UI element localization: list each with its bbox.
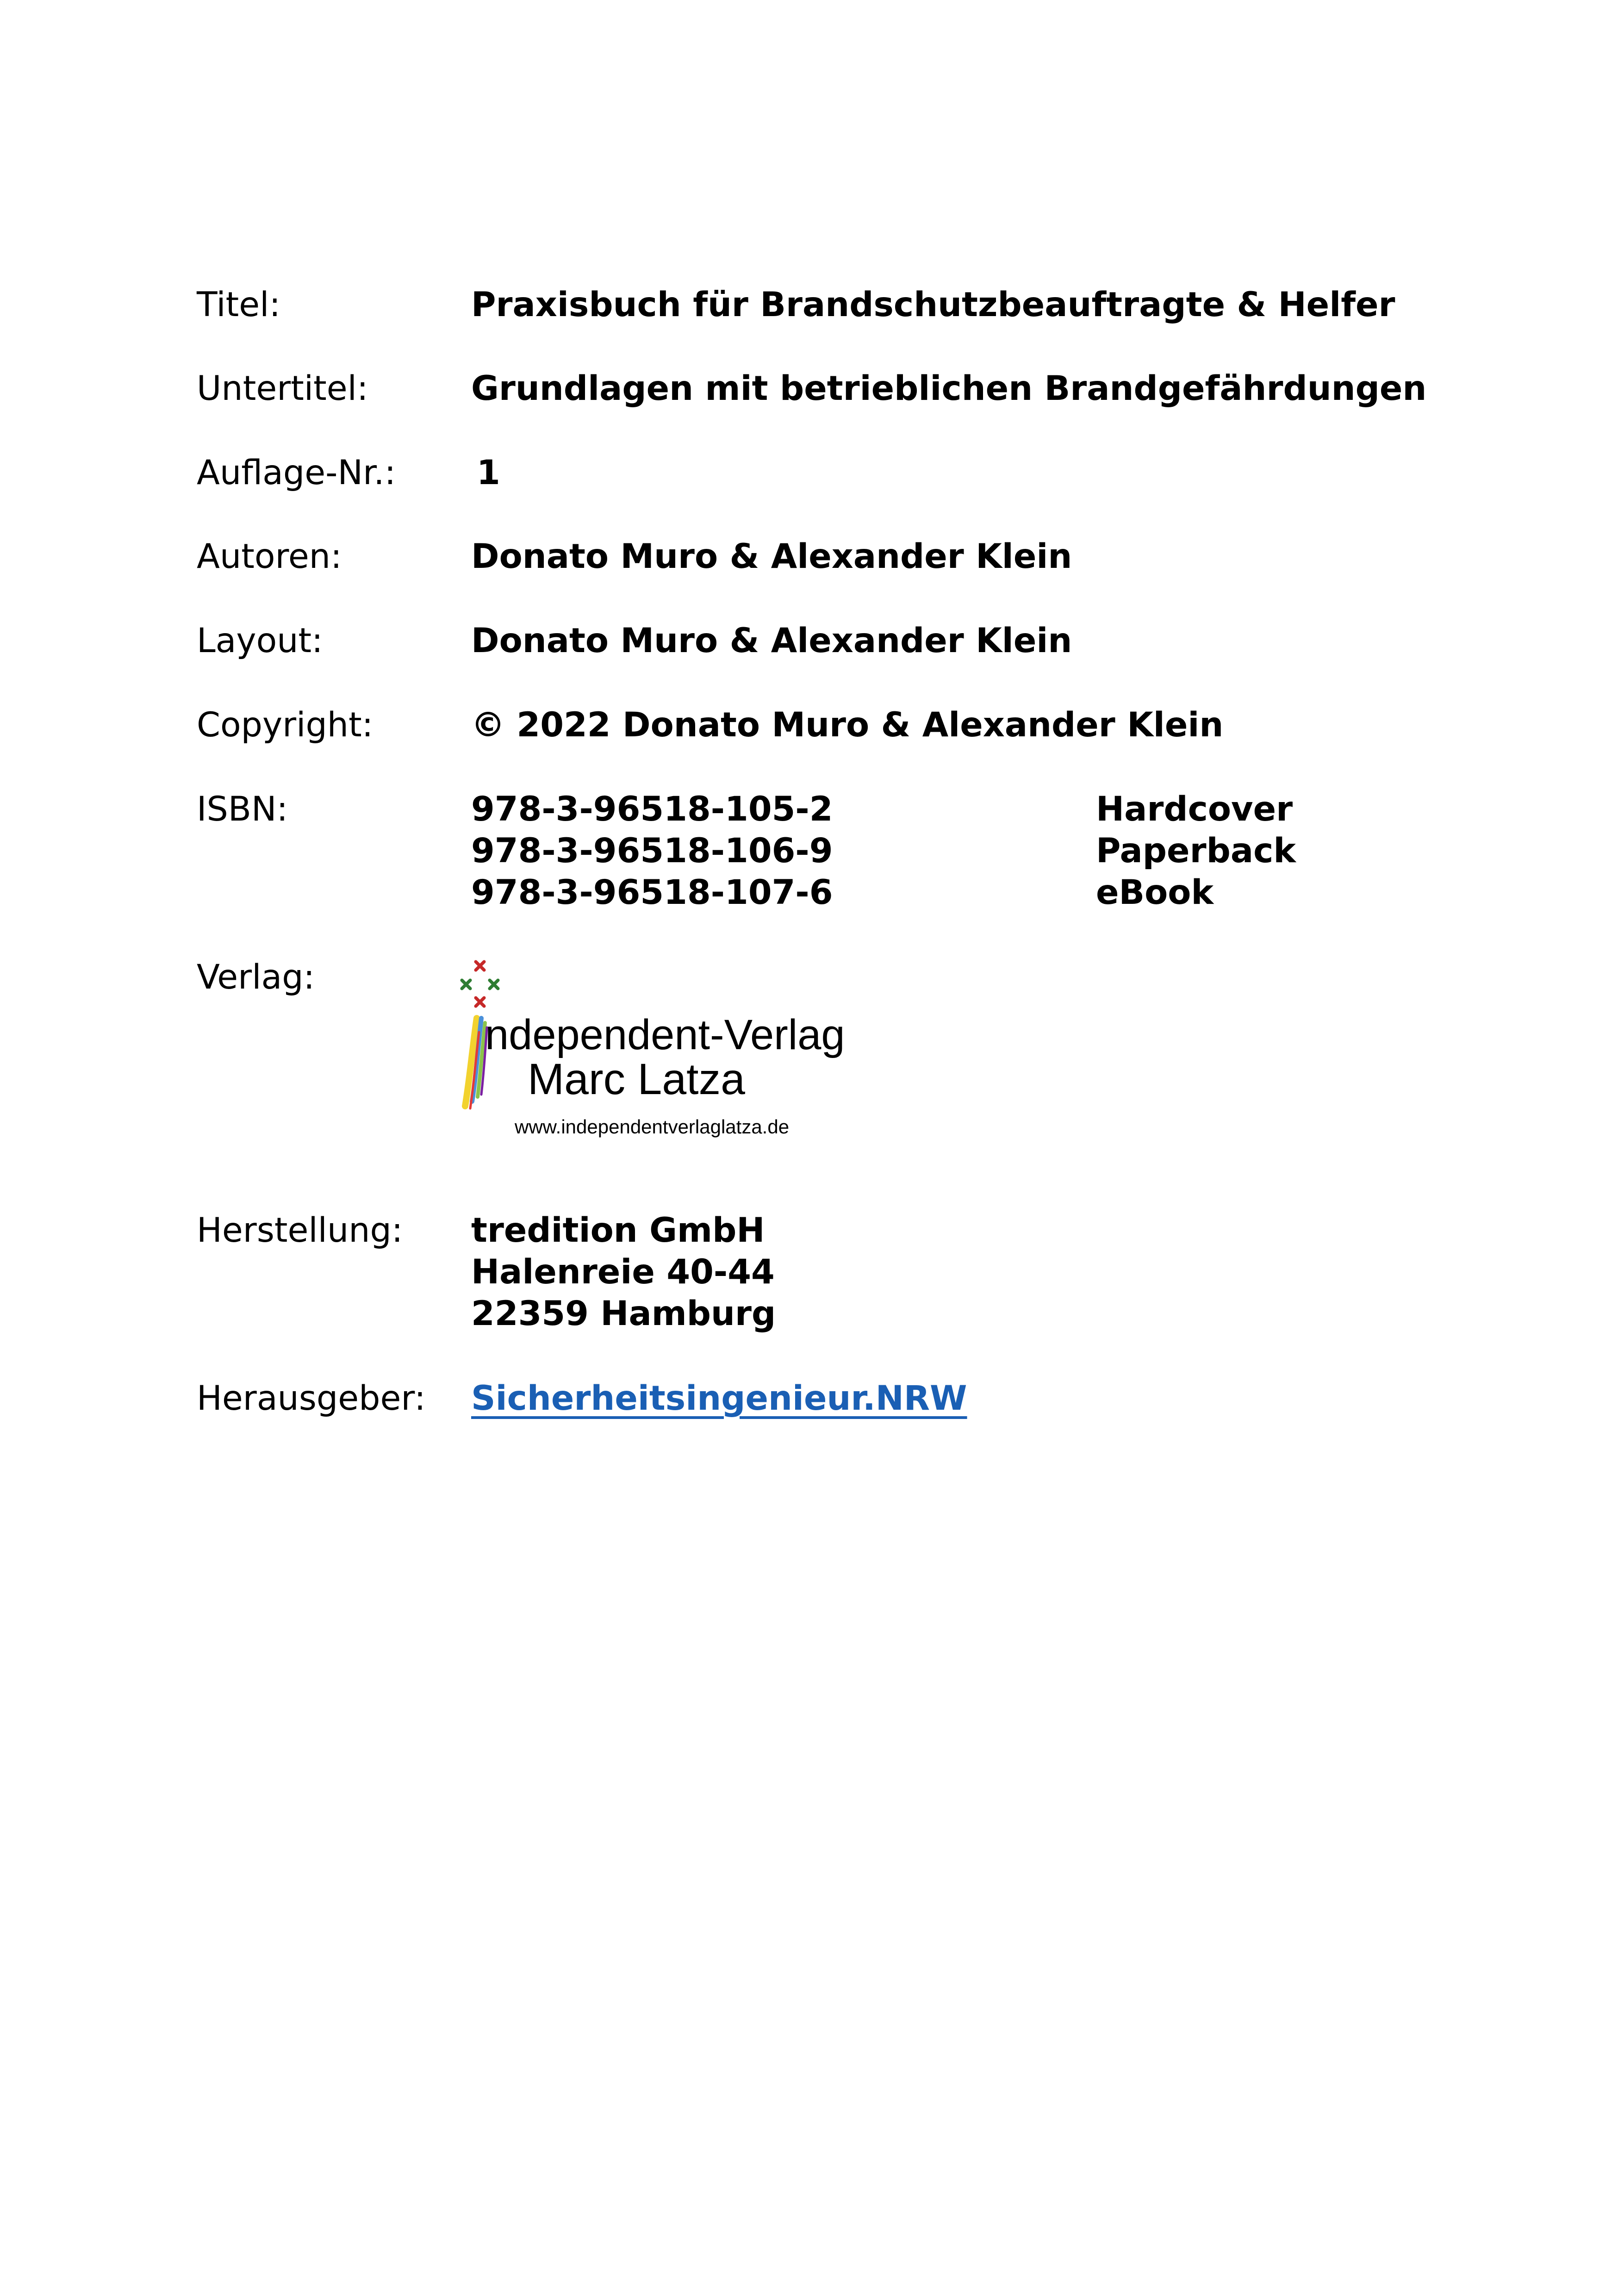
- isbn-label: ISBN:: [197, 790, 288, 829]
- autoren-value: Donato Muro & Alexander Klein: [471, 537, 1072, 576]
- auflage-value: 1: [477, 453, 500, 492]
- isbn-format: Hardcover: [1096, 790, 1293, 829]
- autoren-label: Autoren:: [197, 537, 342, 576]
- isbn-entry-hardcover: [471, 790, 1293, 829]
- isbn-format: eBook: [1096, 873, 1214, 912]
- untertitel-value: Grundlagen mit betrieblichen Brandgefährdungen: [471, 369, 1427, 408]
- isbn-number: 978-3-96518-106-9: [471, 831, 833, 871]
- copyright-value: © 2022 Donato Muro & Alexander Klein: [471, 705, 1224, 745]
- layout-label: Layout:: [197, 621, 323, 660]
- isbn-entry-ebook: [471, 873, 1214, 912]
- isbn-format: Paperback: [1096, 831, 1296, 871]
- herstellung-line: tredition GmbH: [471, 1211, 765, 1250]
- copyright-label: Copyright:: [197, 705, 373, 745]
- verlag-label: Verlag:: [197, 958, 315, 997]
- layout-value: Donato Muro & Alexander Klein: [471, 621, 1072, 660]
- publisher-logo-name: ndependent-Verlag: [485, 1011, 845, 1058]
- untertitel-label: Untertitel:: [197, 369, 368, 408]
- titel-label: Titel:: [197, 285, 281, 324]
- publisher-logo-owner: Marc Latza: [528, 1055, 745, 1104]
- auflage-label: Auflage-Nr.:: [197, 453, 396, 492]
- publisher-logo-url: www.independentverlaglatza.de: [515, 1116, 790, 1138]
- isbn-entry-paperback: [471, 831, 1296, 871]
- isbn-number: 978-3-96518-107-6: [471, 873, 833, 912]
- herausgeber-link[interactable]: Sicherheitsingenieur.NRW: [471, 1379, 967, 1418]
- herstellung-line: Halenreie 40-44: [471, 1252, 775, 1292]
- isbn-number: 978-3-96518-105-2: [471, 790, 833, 829]
- titel-value: Praxisbuch für Brandschutzbeauftragte & Helfer: [471, 285, 1395, 324]
- herausgeber-label: Herausgeber:: [197, 1379, 426, 1418]
- herstellung-label: Herstellung:: [197, 1211, 403, 1250]
- herstellung-line: 22359 Hamburg: [471, 1294, 776, 1333]
